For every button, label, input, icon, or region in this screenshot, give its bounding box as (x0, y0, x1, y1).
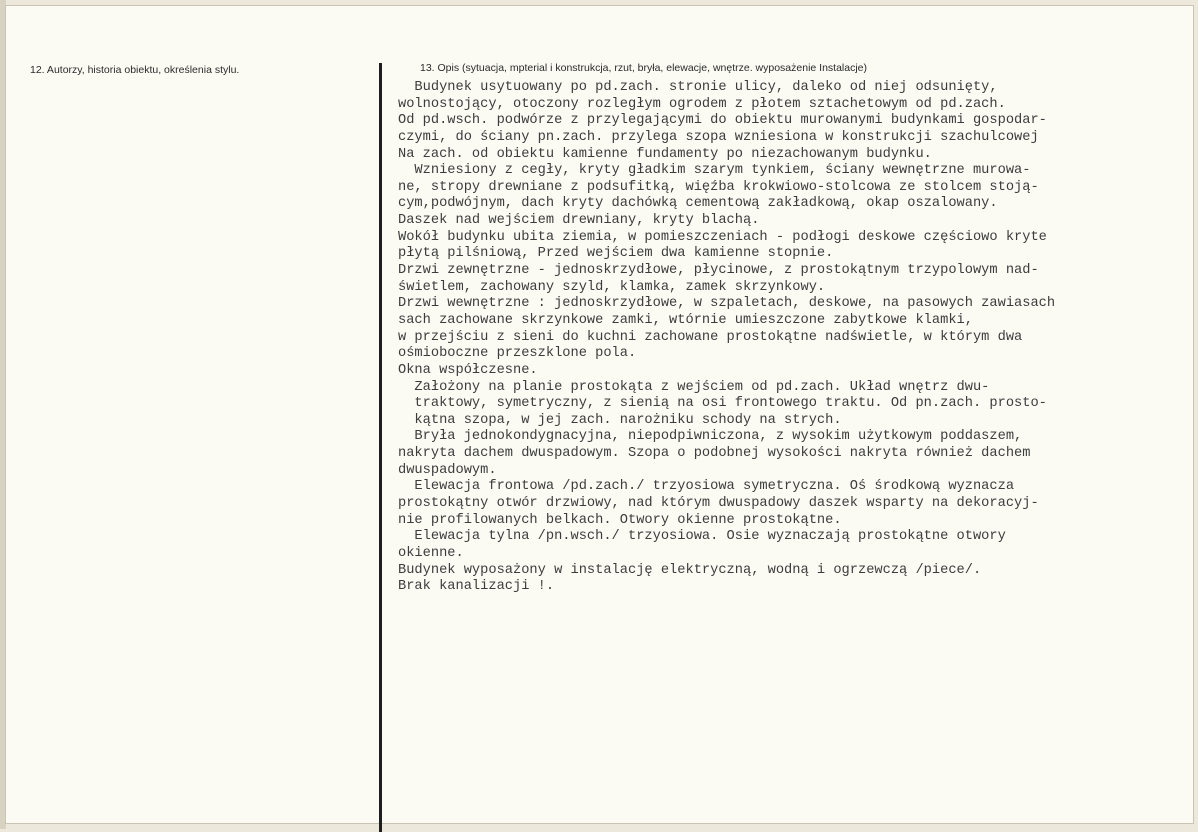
description-line: Daszek nad wejściem drewniany, kryty blachą. (398, 213, 760, 229)
description-line: Elewacja frontowa /pd.zach./ trzyosiowa symetryczna. Oś środkową wyznacza (398, 479, 1015, 495)
description-line: Budynek wyposażony w instalację elektryczną, wodną i ogrzewczą /piece/. (398, 562, 982, 578)
section-12-heading: 12. Autorzy, historia obiektu, określenia stylu. (30, 64, 240, 76)
description-line: nie profilowanych belkach. Otwory okienne prostokątne. (398, 512, 842, 528)
description-line: czymi, do ściany pn.zach. przylega szopa wzniesiona w konstrukcji szachulcowej (398, 129, 1039, 145)
description-line: prostokątny otwór drzwiowy, nad którym dwuspadowy daszek wsparty na dekoracyj- (398, 496, 1039, 512)
description-line: Bryła jednokondygnacyjna, niepodpiwniczona, z wysokim użytkowym poddaszem, (398, 429, 1023, 445)
description-line: Drzwi zewnętrzne - jednoskrzydłowe, płycinowe, z prostokątnym trzypolowym nad- (398, 263, 1039, 279)
description-line: cym,podwójnym, dach kryty dachówką cementową zakładkową, okap oszalowany. (398, 196, 998, 212)
description-line: świetlem, zachowany szyld, klamka, zamek skrzynkowy. (398, 279, 826, 295)
description-line: okienne. (398, 545, 464, 561)
description-line: dwuspadowym. (398, 462, 497, 478)
description-line: w przejściu z sieni do kuchni zachowane prostokątne nadświetle, w którym dwa (398, 329, 1023, 345)
description-line: Drzwi wewnętrzne : jednoskrzydłowe, w szpaletach, deskowe, na pasowych zawiasach (398, 296, 1056, 312)
description-line: Brak kanalizacji !. (398, 579, 555, 595)
description-line: kątna szopa, w jej zach. narożniku schody na strych. (398, 412, 842, 428)
description-line: wolnostojący, otoczony rozległym ogrodem z płotem sztachetowym od pd.zach. (398, 96, 1006, 112)
typewritten-description (398, 80, 1198, 596)
description-line: Wzniesiony z cegły, kryty gładkim szarym tynkiem, ściany wewnętrzne murowa- (398, 163, 1031, 179)
description-line: Wokół budynku ubita ziemia, w pomieszczeniach - podłogi deskowe częściowo kryte (398, 229, 1047, 245)
description-line: Na zach. od obiektu kamienne fundamenty po niezachowanym budynku. (398, 146, 932, 162)
description-line: nakryta dachem dwuspadowym. Szopa o podobnej wysokości nakryta również dachem (398, 446, 1031, 462)
description-line: Założony na planie prostokąta z wejściem od pd.zach. Układ wnętrz dwu- (398, 379, 990, 395)
description-line: ne, stropy drewniane z podsufitką, więźba krokwiowo-stolcowa ze stolcem stoją- (398, 179, 1039, 195)
description-line: traktowy, symetryczny, z sienią na osi frontowego traktu. Od pn.zach. prosto- (398, 396, 1047, 412)
column-divider (379, 63, 382, 832)
description-line: Elewacja tylna /pn.wsch./ trzyosiowa. Osie wyznaczają prostokątne otwory (398, 529, 1006, 545)
description-line: Budynek usytuowany po pd.zach. stronie ulicy, daleko od niej odsunięty, (398, 80, 998, 95)
description-line: płytą pilśniową, Przed wejściem dwa kamienne stopnie. (398, 246, 834, 262)
description-line: Okna współczesne. (398, 362, 538, 378)
description-line: sach zachowane skrzynkowe zamki, wtórnie umieszczone zabytkowe klamki, (398, 312, 973, 328)
section-13-heading: 13. Opis (sytuacja, mpterial i konstrukcja, rzut, bryła, elewacje, wnętrze. wyposażenie Instalacje) (420, 62, 868, 74)
description-line: Od pd.wsch. podwórze z przylegającymi do obiektu murowanymi budynkami gospodar- (398, 113, 1047, 129)
description-line: ośmioboczne przeszklone pola. (398, 346, 637, 362)
